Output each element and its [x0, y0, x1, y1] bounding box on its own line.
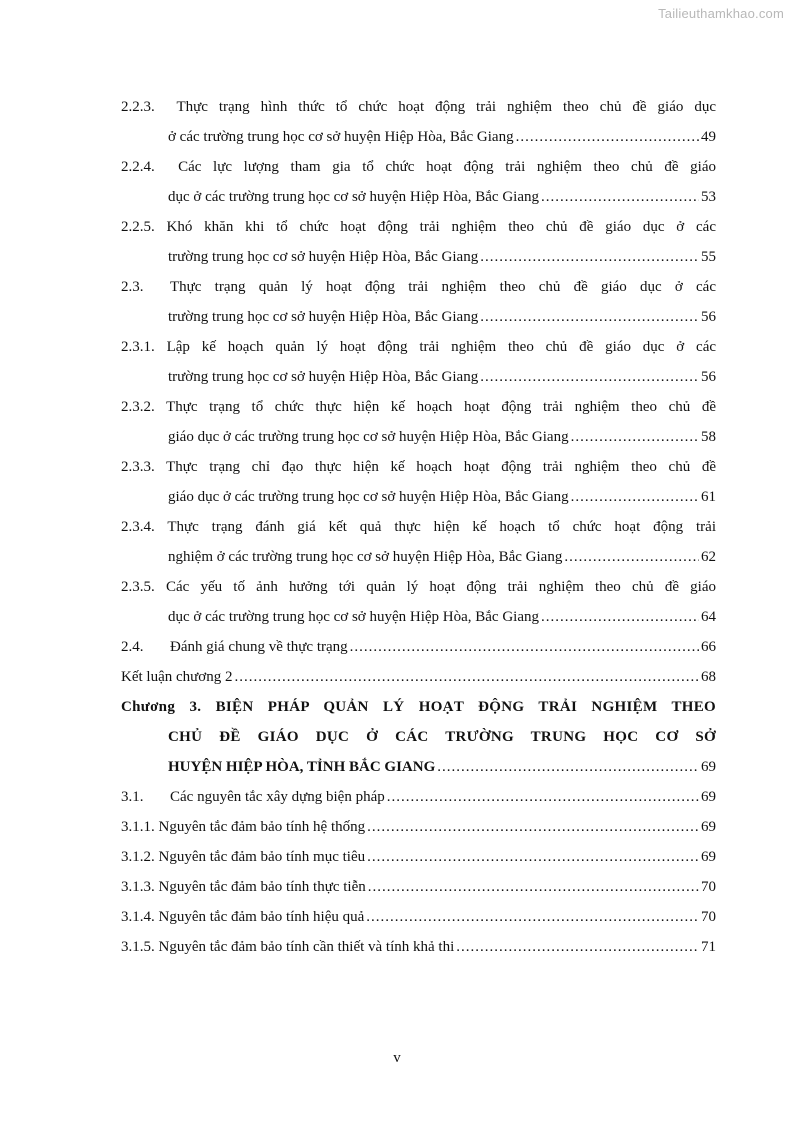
leader-dots — [571, 422, 699, 452]
watermark: Tailieuthamkhao.com — [658, 6, 784, 21]
toc-entry[interactable] — [121, 212, 716, 272]
leader-dots — [564, 542, 699, 572]
toc-entry-line2 — [121, 122, 716, 152]
leader-dots — [480, 302, 699, 332]
toc-entry-page: 66 — [701, 639, 716, 655]
toc-entry-title: 3.1.2. Nguyên tắc đảm bảo tính mục tiêu — [121, 849, 366, 865]
toc-entry[interactable] — [121, 152, 716, 212]
toc-entry-page: 70 — [701, 909, 716, 925]
toc-entry-line1 — [121, 272, 716, 302]
toc-entry-page: 69 — [701, 819, 716, 835]
toc-entry[interactable] — [121, 902, 716, 932]
toc-entry-number: 2.2.4. — [121, 159, 155, 175]
toc-entry-line1 — [121, 392, 716, 422]
toc-entry-title — [121, 632, 348, 662]
toc-entry-page: 58 — [701, 429, 716, 445]
toc-entry-line1 — [121, 662, 716, 692]
toc-entry-number: 2.3.1. — [121, 339, 155, 355]
toc-entry-title-cont: dục ở các trường trung học cơ sở huyện Hiệp Hòa, Bắc Giang — [168, 189, 540, 205]
chapter-line1: Chương 3. BIỆN PHÁP QUẢN LÝ HOẠT ĐỘNG TRẢI NGHIỆM THEO — [121, 699, 716, 715]
toc-entry-line1 — [121, 932, 716, 962]
toc-entry-title: 3.1.5. Nguyên tắc đảm bảo tính cần thiết và tính khả thi — [121, 939, 455, 955]
toc-entry-number: 3.1. — [121, 789, 144, 805]
leader-dots — [367, 842, 699, 872]
toc-entry-line2 — [121, 542, 716, 572]
toc-entry-line1 — [121, 572, 716, 602]
toc-entry-title: Các lực lượng tham gia tổ chức hoạt động trải nghiệm theo chủ đề giáo — [178, 159, 716, 175]
toc-entry-line1 — [121, 212, 716, 242]
toc-entry-page: 64 — [701, 609, 716, 625]
leader-dots — [387, 782, 699, 812]
toc-entry-title: Thực trạng quản lý hoạt động trải nghiệm theo chủ đề giáo dục ở các — [170, 279, 716, 295]
toc-entry[interactable] — [121, 872, 716, 902]
toc-entry-line1 — [121, 842, 716, 872]
toc-entry-line2 — [121, 182, 716, 212]
toc-entry-line1 — [121, 152, 716, 182]
toc-entry-page: 56 — [701, 309, 716, 325]
toc-entry[interactable] — [121, 92, 716, 152]
leader-dots — [437, 752, 699, 782]
leader-dots — [367, 812, 699, 842]
toc-entry[interactable] — [121, 572, 716, 632]
toc-entry-number: 2.3.3. — [121, 459, 155, 475]
toc-entry-page: 69 — [701, 759, 716, 775]
toc-entry-line1 — [121, 512, 716, 542]
toc-entry-number: 2.2.5. — [121, 219, 155, 235]
toc-entry[interactable] — [121, 782, 716, 812]
toc-entry-title: Kết luận chương 2 — [121, 669, 233, 685]
toc-entry-title: Khó khăn khi tổ chức hoạt động trải nghiệm theo chủ đề giáo dục ở các — [166, 219, 717, 235]
toc-entry-line1 — [121, 632, 716, 662]
toc-entry[interactable] — [121, 272, 716, 332]
leader-dots — [456, 932, 699, 962]
toc-entry-number: 2.2.3. — [121, 99, 155, 115]
toc-entry-line2 — [121, 362, 716, 392]
toc-entry-line2 — [121, 602, 716, 632]
toc-entry-page: 69 — [701, 789, 716, 805]
toc-entry-title-cont: giáo dục ở các trường trung học cơ sở huyện Hiệp Hòa, Bắc Giang — [168, 489, 569, 505]
leader-dots — [541, 602, 699, 632]
toc-entry-page: 68 — [701, 669, 716, 685]
toc-entry-number: 2.3.2. — [121, 399, 155, 415]
toc-entry-title: Thực trạng hình thức tổ chức hoạt động trải nghiệm theo chủ đề giáo dục — [176, 99, 717, 115]
chapter-line2: CHỦ ĐỀ GIÁO DỤC Ở CÁC TRƯỜNG TRUNG HỌC CƠ SỞ — [168, 729, 716, 745]
toc-entry[interactable] — [121, 842, 716, 872]
toc-entry-line1 — [121, 92, 716, 122]
leader-dots — [350, 632, 699, 662]
toc-entry-page: 69 — [701, 849, 716, 865]
toc-entry-title: Thực trạng chỉ đạo thực hiện kế hoạch hoạt động trải nghiệm theo chủ đề — [166, 459, 717, 475]
toc-entry[interactable] — [121, 332, 716, 392]
leader-dots — [234, 662, 699, 692]
toc-entry-title-cont: ở các trường trung học cơ sở huyện Hiệp Hòa, Bắc Giang — [168, 129, 514, 145]
toc-entry-line1 — [121, 902, 716, 932]
leader-dots — [480, 362, 699, 392]
leader-dots — [516, 122, 699, 152]
toc-entry-title-text: Các nguyên tắc xây dựng biện pháp — [170, 789, 385, 805]
leader-dots — [541, 182, 699, 212]
toc-entry-title: Lập kế hoạch quản lý hoạt động trải nghiệm theo chủ đề giáo dục ở các — [166, 339, 717, 355]
toc-entry-line1 — [121, 452, 716, 482]
toc-entry-number: 2.3.4. — [121, 519, 155, 535]
toc-entry-line2 — [121, 302, 716, 332]
toc-entry-title-cont: dục ở các trường trung học cơ sở huyện Hiệp Hòa, Bắc Giang — [168, 609, 540, 625]
toc-entry[interactable] — [121, 392, 716, 452]
toc-entry-title-cont: trường trung học cơ sở huyện Hiệp Hòa, Bắc Giang — [168, 369, 479, 385]
toc-entry-conclusion[interactable] — [121, 662, 716, 692]
toc-entry-title: Thực trạng tổ chức thực hiện kế hoạch hoạt động trải nghiệm theo chủ đề — [166, 399, 716, 415]
leader-dots — [368, 872, 699, 902]
toc-entry-title: Thực trạng đánh giá kết quả thực hiện kế hoạch tổ chức hoạt động trải — [167, 519, 716, 535]
toc-entry[interactable] — [121, 812, 716, 842]
toc-entry-line1 — [121, 812, 716, 842]
toc-entry-number: 2.3. — [121, 279, 144, 295]
toc-entry[interactable] — [121, 932, 716, 962]
toc-entry-title — [121, 782, 385, 812]
toc-entry-title: 3.1.1. Nguyên tắc đảm bảo tính hệ thống — [121, 819, 366, 835]
toc-entry-title-cont: trường trung học cơ sở huyện Hiệp Hòa, Bắc Giang — [168, 309, 479, 325]
toc-entry-line2 — [121, 422, 716, 452]
toc-entry-line1 — [121, 332, 716, 362]
toc-entry-page: 56 — [701, 369, 716, 385]
chapter-line3 — [121, 752, 716, 782]
toc-entry[interactable] — [121, 632, 716, 662]
toc-entry-page: 70 — [701, 879, 716, 895]
toc-entry-number: 2.3.5. — [121, 579, 155, 595]
toc-entry[interactable] — [121, 512, 716, 572]
toc-entry-title-cont: giáo dục ở các trường trung học cơ sở huyện Hiệp Hòa, Bắc Giang — [168, 429, 569, 445]
toc-entry-page: 71 — [701, 939, 716, 955]
toc-entry-number: 2.4. — [121, 639, 144, 655]
toc-entry-title: Các yếu tố ảnh hưởng tới quản lý hoạt động trải nghiệm theo chủ đề giáo — [165, 579, 717, 595]
toc-entry[interactable] — [121, 452, 716, 512]
toc-entry-title-text: Đánh giá chung về thực trạng — [170, 639, 348, 655]
toc-entry-page: 53 — [701, 189, 716, 205]
leader-dots — [366, 902, 699, 932]
toc-entry-line1 — [121, 872, 716, 902]
toc-entry-line1 — [121, 782, 716, 812]
toc-entry-page: 61 — [701, 489, 716, 505]
toc-entry-title: 3.1.3. Nguyên tắc đảm bảo tính thực tiễn — [121, 879, 366, 895]
toc-entry-line2 — [121, 482, 716, 512]
toc-entry-line2 — [121, 242, 716, 272]
chapter-title-cont: HUYỆN HIỆP HÒA, TỈNH BẮC GIANG — [168, 759, 436, 775]
toc-entry-page: 62 — [701, 549, 716, 565]
toc-entry-page: 49 — [701, 129, 716, 145]
table-of-contents — [121, 92, 716, 962]
leader-dots — [571, 482, 699, 512]
toc-entry-title: 3.1.4. Nguyên tắc đảm bảo tính hiệu quả — [121, 909, 365, 925]
toc-entry-title-cont: nghiệm ở các trường trung học cơ sở huyện Hiệp Hòa, Bắc Giang — [168, 549, 563, 565]
page-number: v — [393, 1050, 401, 1066]
toc-entry-title-cont: trường trung học cơ sở huyện Hiệp Hòa, Bắc Giang — [168, 249, 479, 265]
toc-chapter-heading[interactable] — [121, 692, 716, 782]
leader-dots — [480, 242, 699, 272]
toc-entry-page: 55 — [701, 249, 716, 265]
